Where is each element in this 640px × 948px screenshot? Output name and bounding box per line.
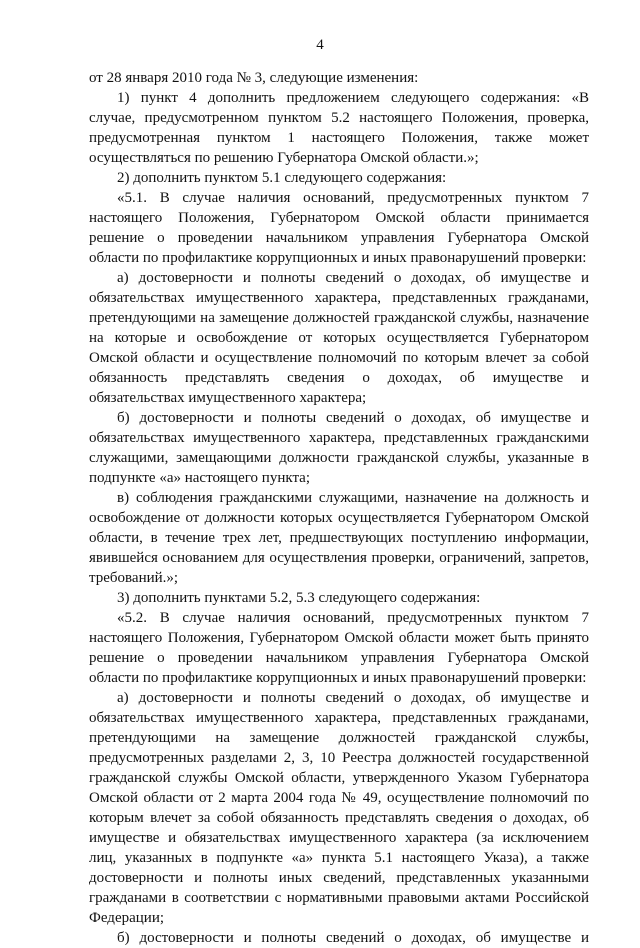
document-line: служащими, замещающими должности гражданской службы, указанные в: [89, 450, 589, 466]
document-line: обязательствах имущественного характера, представленных гражданами,: [89, 290, 589, 306]
document-body: [89, 68, 589, 948]
document-line: обязательствах имущественного характера;: [89, 390, 367, 406]
document-line: требований.»;: [89, 570, 179, 586]
document-line: решение о проведении начальником управления Губернатора Омской: [89, 650, 589, 666]
document-line: области по профилактике коррупционных и иных правонарушений проверки:: [89, 250, 587, 266]
document-line: «5.2. В случае наличия оснований, предусмотренных пунктом 7: [117, 610, 589, 626]
document-line: 1) пункт 4 дополнить предложением следующего содержания: «В: [117, 90, 589, 106]
document-line: области, в течение трех лет, предшествующих поступлению информации,: [89, 530, 589, 546]
document-line: достоверности и полноты иных сведений, представленных указанными: [89, 870, 589, 886]
document-line: обязанность представлять сведения о доходах, об имуществе и: [89, 370, 589, 386]
document-line: б) достоверности и полноты сведений о доходах, об имуществе и: [117, 930, 589, 946]
document-line: 2) дополнить пунктом 5.1 следующего содержания:: [117, 170, 447, 186]
document-line: настоящего Положения, Губернатором Омской области может быть принято: [89, 630, 589, 646]
document-line: лиц, указанных в подпункте «а» пункта 5.1 настоящего Указа), а также: [89, 850, 589, 866]
document-line: Федерации;: [89, 910, 165, 926]
document-line: явившейся основанием для осуществления проверки, ограничений, запретов,: [89, 550, 589, 566]
document-line: Омской области от 2 марта 2004 года № 49, осуществление полномочий по: [89, 790, 589, 806]
document-line: на которые и освобождение от которых осуществляется Губернатором: [89, 330, 589, 346]
document-line: претендующими на замещение должностей гражданской службы,: [89, 730, 589, 746]
document-line: гражданами в соответствии с нормативными правовыми актами Российской: [89, 890, 589, 906]
document-line: осуществляться по решению Губернатора Омской области.»;: [89, 150, 479, 166]
document-line: «5.1. В случае наличия оснований, предусмотренных пунктом 7: [117, 190, 589, 206]
document-line: б) достоверности и полноты сведений о доходах, об имуществе и: [117, 410, 589, 426]
document-line: а) достоверности и полноты сведений о доходах, об имуществе и: [117, 270, 589, 286]
document-line: от 28 января 2010 года № 3, следующие изменения:: [89, 70, 419, 86]
document-line: в) соблюдения гражданскими служащими, назначение на должность и: [117, 490, 589, 506]
document-line: которым влечет за собой обязанность представлять сведения о доходах, об: [89, 810, 589, 826]
document-line: подпункте «а» настоящего пункта;: [89, 470, 311, 486]
document-line: гражданской службы Омской области, утвержденного Указом Губернатора: [89, 770, 589, 786]
document-line: освобождение от должности которых осуществляется Губернатором Омской: [89, 510, 589, 526]
document-line: решение о проведении начальником управления Губернатора Омской: [89, 230, 589, 246]
document-line: имуществе и обязательствах имущественного характера (за исключением: [89, 830, 589, 846]
document-line: а) достоверности и полноты сведений о доходах, об имуществе и: [117, 690, 589, 706]
document-line: случае, предусмотренном пунктом 5.2 настоящего Положения, проверка,: [89, 110, 589, 126]
document-line: Омской области и осуществление полномочий по которым влечет за собой: [89, 350, 589, 366]
document-line: обязательствах имущественного характера, представленных гражданами,: [89, 710, 589, 726]
document-line: предусмотренная пунктом 1 настоящего Положения, также может: [89, 130, 589, 146]
document-line: области по профилактике коррупционных и иных правонарушений проверки:: [89, 670, 587, 686]
document-line: настоящего Положения, Губернатором Омской области принимается: [89, 210, 589, 226]
document-line: предусмотренных разделами 2, 3, 10 Реестра должностей государственной: [89, 750, 589, 766]
page-number: 4: [316, 37, 324, 53]
document-line: обязательствах имущественного характера, представленных гражданскими: [89, 430, 589, 446]
document-line: претендующими на замещение должностей гражданской службы, назначение: [89, 310, 589, 326]
document-line: 3) дополнить пунктами 5.2, 5.3 следующего содержания:: [117, 590, 481, 606]
